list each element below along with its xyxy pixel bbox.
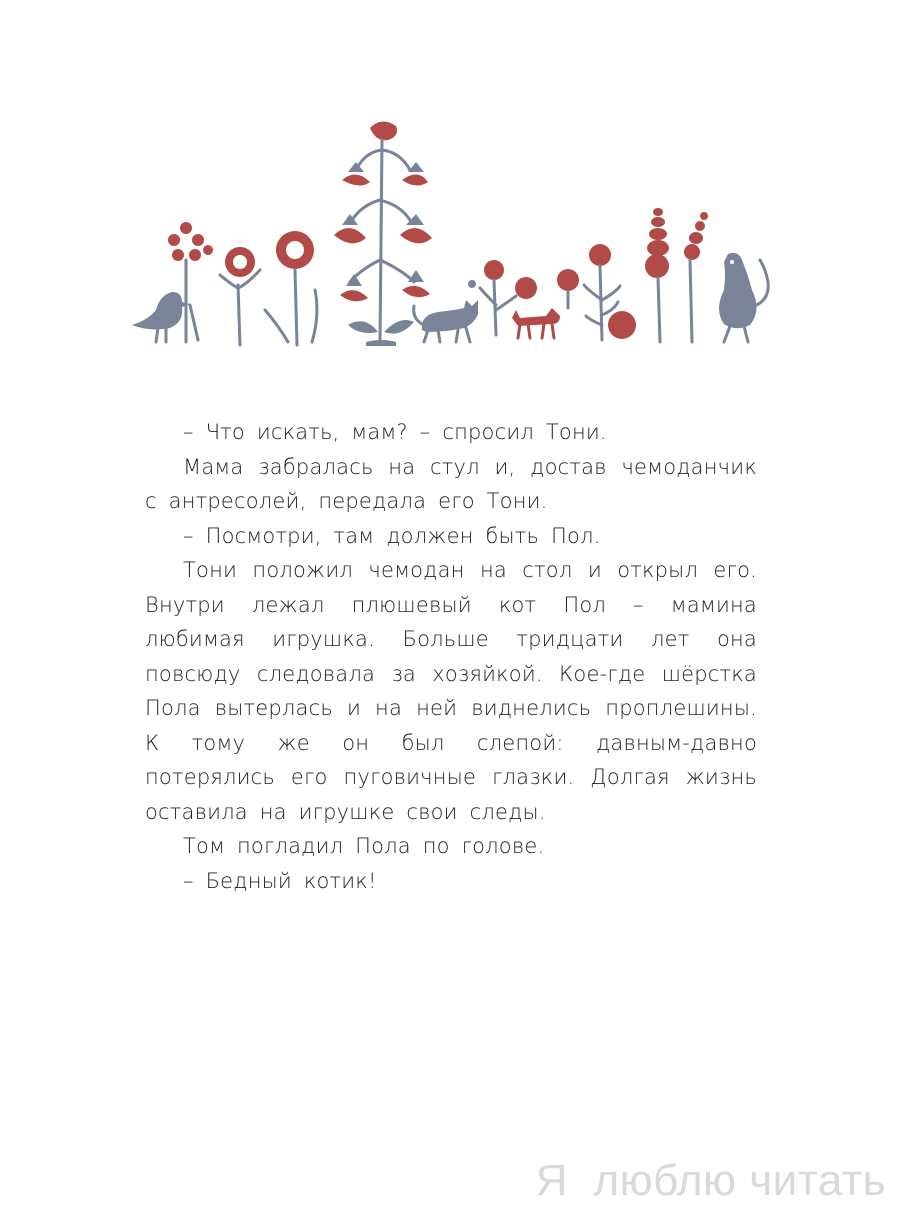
story-text <box>145 415 757 898</box>
berry-flower-icon <box>557 244 636 340</box>
watermark: Я люблю читать <box>535 1156 886 1205</box>
dog-icon <box>512 308 560 338</box>
paragraph: Тони положил чемодан на стол и открыл его. Внутри лежал плюшевый кот Пол – мамина любимая игрушка. Больше тридцати лет она повсюду следовала за хозяйкой. Кое-где шёрстка Пола вытерлась и на ней виднелись проплешины. К тому же он был слепой: давным-давно потерялись его пуговичные глазки. Долгая жизнь оставила на игрушке свои следы. <box>145 558 757 824</box>
paragraph: – Что искать, мам? – спросил Тони. <box>183 420 607 444</box>
paragraph: Мама забралась на стул и, достав чемоданчик с антресолей, передала его Тони. <box>145 454 757 513</box>
paragraph: – Бедный котик! <box>183 868 377 893</box>
ring-flower-icon <box>220 247 260 345</box>
paragraph: – Посмотри, там должен быть Пол. <box>183 523 601 548</box>
paragraph: Том погладил Пола по голове. <box>183 834 545 858</box>
tall-flower-icon <box>334 121 432 346</box>
decorative-illustration <box>120 110 780 360</box>
stacked-flower-icon <box>645 208 708 342</box>
ring-flower-icon <box>265 231 317 345</box>
bird-icon <box>132 292 190 342</box>
mouse-icon <box>719 253 768 342</box>
cat-icon <box>414 300 478 342</box>
